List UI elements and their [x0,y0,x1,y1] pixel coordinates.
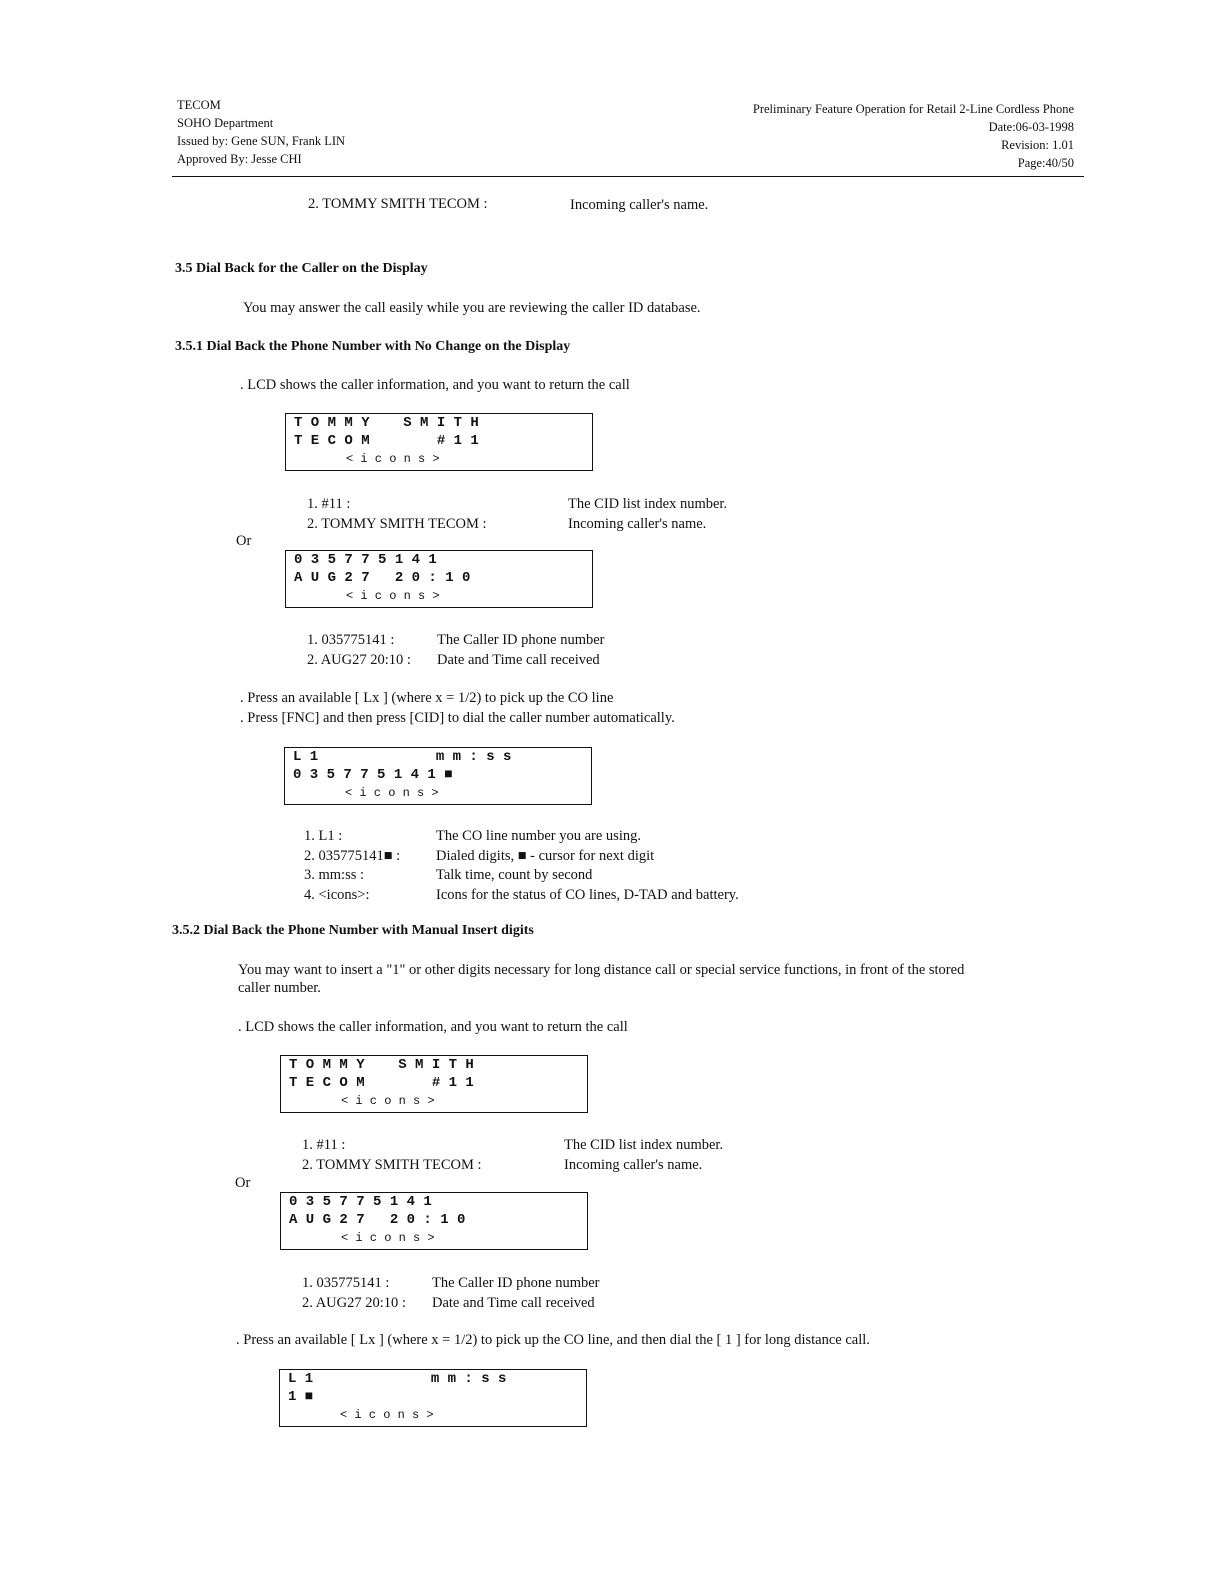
section-3-5-2-intro-line-1: You may want to insert a "1" or other digits necessary for long distance call or special service functions, in front of the stored [238,962,965,978]
legend-item: 1. #11 : The CID list index number. [302,1137,724,1153]
header-divider [172,176,1084,177]
doc-revision: Revision: 1.01 [1001,138,1074,152]
lcd-row-icons: < i c o n s > [340,1408,434,1422]
legend-item: 1. 035775141 : The Caller ID phone number [307,632,605,648]
lcd-row-2: T E C O M # 1 1 [294,433,479,449]
lcd-display-dialing [279,1369,587,1427]
approved-by: Approved By: Jesse CHI [177,152,302,166]
legend-item: 1. 035775141 : The Caller ID phone number [302,1275,600,1291]
company-name: TECOM [177,98,221,112]
legend-item: 4. <icons>: Icons for the status of CO lines, D-TAD and battery. [304,886,739,903]
lcd-row-icons: < i c o n s > [346,589,440,603]
section-3-5-heading: 3.5 Dial Back for the Caller on the Display [175,261,428,276]
lcd-display-number [285,550,593,608]
lcd-row-1: T O M M Y S M I T H [294,415,479,431]
or-label: Or [236,533,252,549]
lcd-display-dialing [284,747,592,805]
issued-by: Issued by: Gene SUN, Frank LIN [177,134,346,148]
legend-item: 2. TOMMY SMITH TECOM : Incoming caller's name. [307,515,707,532]
department: SOHO Department [177,116,274,130]
legend-item: 1. L1 : The CO line number you are using. [304,828,641,844]
lcd-row-2: T E C O M # 1 1 [289,1075,474,1091]
lcd-row-icons: < i c o n s > [345,786,439,800]
lcd-note: . LCD shows the caller information, and you want to return the call [240,377,630,393]
top-item-key: 2. TOMMY SMITH TECOM : [308,196,488,212]
lcd-row-1: L 1 m m : s s [293,749,512,765]
lcd-display-number [280,1192,588,1250]
lcd-row-1: 0 3 5 7 7 5 1 4 1 [289,1194,432,1210]
step-dial-automatically: . Press [FNC] and then press [CID] to dial the caller number automatically. [240,710,675,726]
lcd-legend-b [302,1274,600,1313]
lcd-display-name [280,1055,588,1113]
legend-item: 1. #11 : The CID list index number. [307,496,728,512]
doc-title: Preliminary Feature Operation for Retail 2-Line Cordless Phone [752,102,1074,116]
lcd-legend-a [307,495,728,534]
doc-date: Date:06-03-1998 [988,120,1074,134]
top-item-value: Incoming caller's name. [570,197,709,213]
lcd-row-2: A U G 2 7 2 0 : 1 0 [294,570,471,586]
lcd-legend-c [304,827,739,905]
legend-item: 2. TOMMY SMITH TECOM : Incoming caller's name. [302,1156,703,1173]
lcd-row-1: L 1 m m : s s [288,1371,507,1387]
lcd-note: . LCD shows the caller information, and you want to return the call [238,1019,628,1035]
lcd-legend-b [307,631,605,670]
lcd-row-1: T O M M Y S M I T H [289,1057,474,1073]
section-3-5-2-heading: 3.5.2 Dial Back the Phone Number with Manual Insert digits [172,923,534,938]
section-3-5-1-heading: 3.5.1 Dial Back the Phone Number with No Change on the Display [175,339,571,354]
lcd-row-2: 1 ■ [288,1389,314,1405]
or-label: Or [235,1175,251,1191]
step-pick-up-line: . Press an available [ Lx ] (where x = 1/2) to pick up the CO line [240,690,614,706]
lcd-row-2: A U G 2 7 2 0 : 1 0 [289,1212,466,1228]
legend-item: 2. 035775141■ : Dialed digits, ■ - cursor for next digit [304,847,655,864]
lcd-legend-a [302,1136,724,1175]
lcd-row-icons: < i c o n s > [346,452,440,466]
legend-item: 2. AUG27 20:10 : Date and Time call received [307,651,600,668]
section-3-5-2-intro-line-2: caller number. [238,980,321,996]
legend-item: 2. AUG27 20:10 : Date and Time call received [302,1294,595,1311]
lcd-row-icons: < i c o n s > [341,1094,435,1108]
page-number: Page:40/50 [1017,156,1074,170]
section-3-5-intro: You may answer the call easily while you are reviewing the caller ID database. [243,300,701,316]
step-pick-up-line-long-distance: . Press an available [ Lx ] (where x = 1/2) to pick up the CO line, and then dial the [ 1 ] for long distance call. [236,1332,870,1348]
lcd-display-name [285,413,593,471]
header-right [753,100,1074,172]
header-left [177,96,345,168]
lcd-row-1: 0 3 5 7 7 5 1 4 1 [294,552,437,568]
lcd-row-2: 0 3 5 7 7 5 1 4 1 ■ [293,767,453,783]
lcd-row-icons: < i c o n s > [341,1231,435,1245]
legend-item: 3. mm:ss : Talk time, count by second [304,867,593,883]
